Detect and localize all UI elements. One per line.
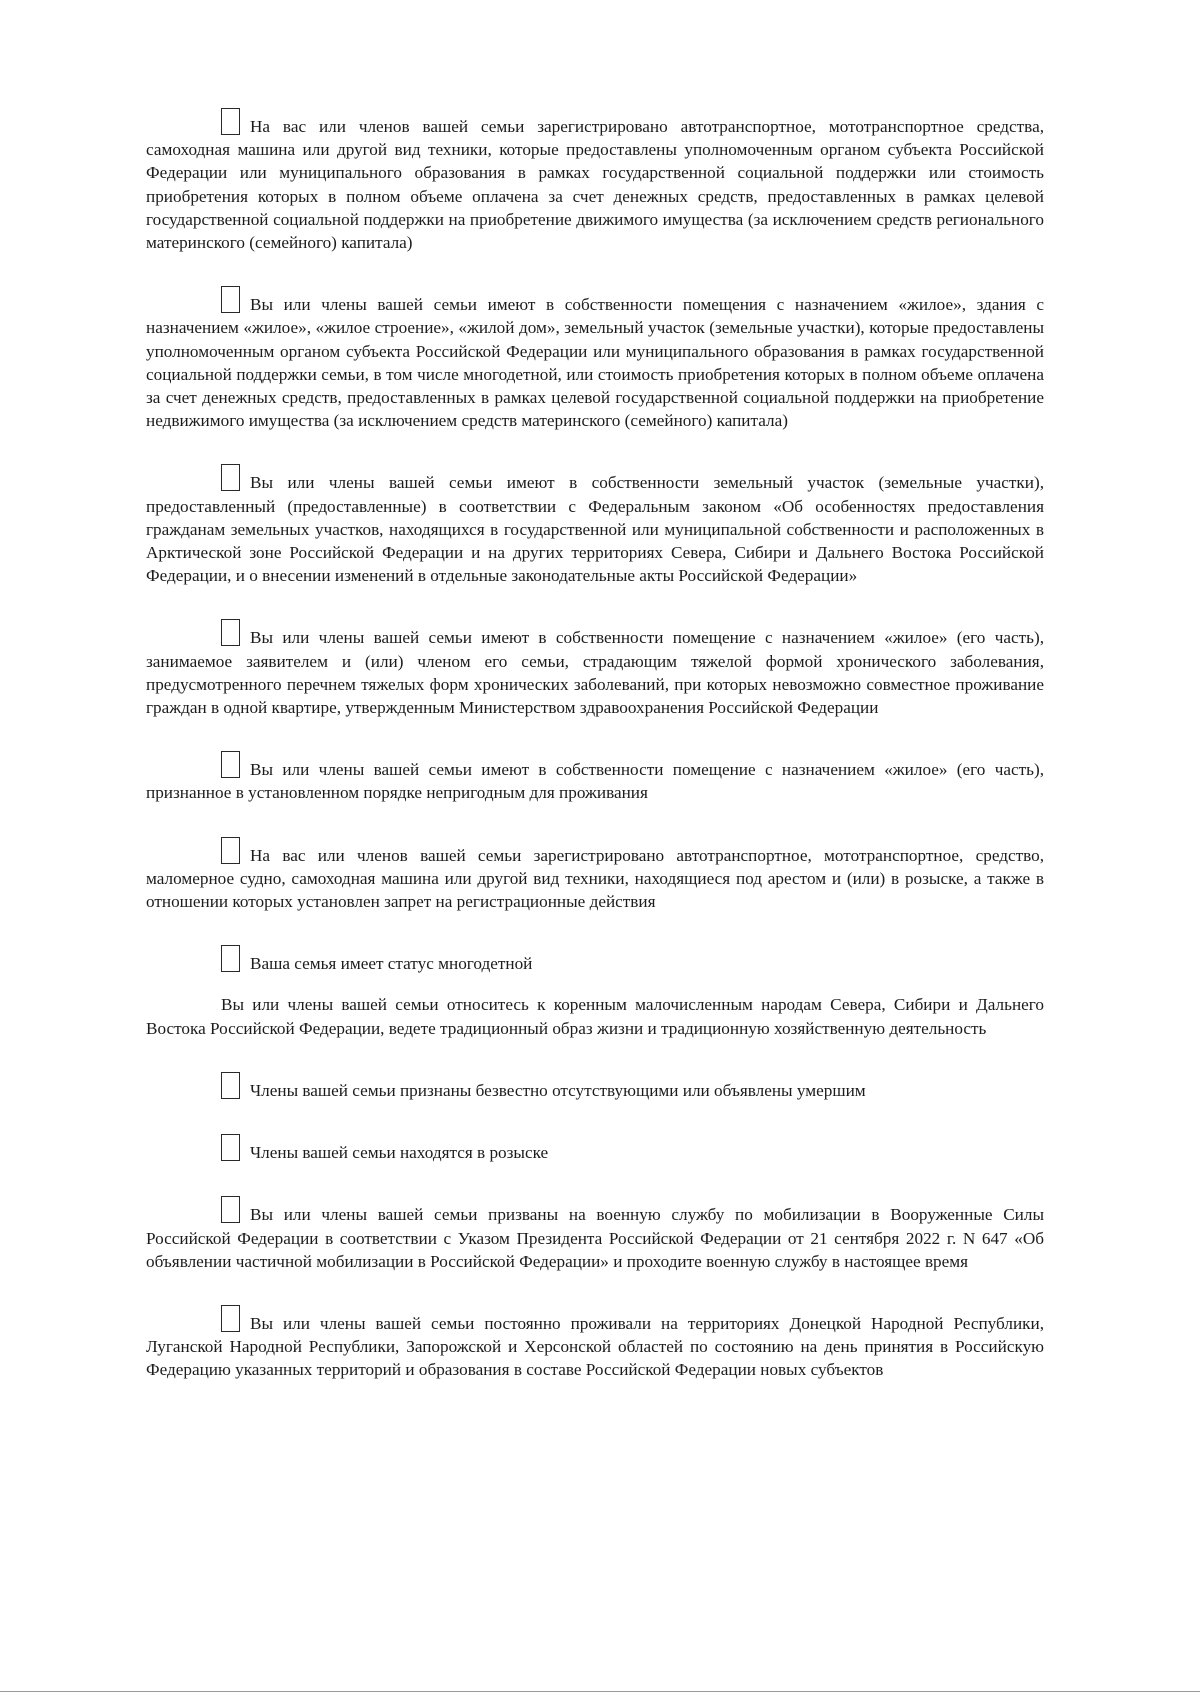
list-item — [146, 619, 1044, 719]
list-item — [146, 464, 1044, 587]
checkbox[interactable] — [221, 1196, 240, 1223]
item-text: Ваша семья имеет статус многодетной — [250, 954, 533, 974]
list-item — [146, 1196, 1044, 1273]
list-item — [146, 945, 1044, 975]
list-item — [146, 751, 1044, 804]
list-item — [146, 993, 1044, 1039]
item-text: Вы или члены вашей семьи постоянно проживали на территориях Донецкой Народной Республики, Луганской Народной Республики, Запорожской и Херсонской областей по состоянию на день принятия в Российскую Федерацию указанных территорий и образования в составе Российской Федерации новых субъектов — [146, 1313, 1044, 1380]
list-item — [146, 108, 1044, 254]
item-text: Вы или члены вашей семьи имеют в собственности земельный участок (земельные участки), предоставленный (предоставленные) в соответствии с Федеральным законом «Об особенностях предоставления гражданам земельных участков, находящихся в государственной или муниципальной собственности и расположенных в Арктической зоне Российской Федерации и на других территориях Севера, Сибири и Дальнего Востока Российской Федерации, и о внесении изменений в отдельные законодательные акты Российской Федерации» — [146, 473, 1044, 586]
page-edge-divider — [0, 1691, 1200, 1692]
list-item — [146, 837, 1044, 914]
checkbox[interactable] — [221, 837, 240, 864]
item-text: Вы или члены вашей семьи имеют в собственности помещение с назначением «жилое» (его часть), занимаемое заявителем и (или) членом его семьи, страдающим тяжелой формой хронического заболевания, предусмотренного перечнем тяжелых форм хронических заболеваний, при которых невозможно совместное проживание граждан в одной квартире, утвержденным Министерством здравоохранения Российской Федерации — [146, 628, 1044, 718]
checkbox[interactable] — [221, 108, 240, 135]
item-text: Вы или члены вашей семьи имеют в собственности помещение с назначением «жилое» (его часть), признанное в установленном порядке непригодным для проживания — [146, 760, 1044, 803]
item-text: Вы или члены вашей семьи относитесь к коренным малочисленным народам Севера, Сибири и Дальнего Востока Российской Федерации, ведете традиционный образ жизни и традиционную хозяйственную деятельность — [146, 995, 1044, 1038]
list-item — [146, 286, 1044, 432]
item-text: Члены вашей семьи признаны безвестно отсутствующими или объявлены умершим — [250, 1080, 866, 1100]
document-page — [146, 108, 1044, 1382]
item-text: На вас или членов вашей семьи зарегистрировано автотранспортное, мототранспортное, средство, маломерное судно, самоходная машина или другой вид техники, находящиеся под арестом и (или) в розыске, а также в отношении которых установлен запрет на регистрационные действия — [146, 845, 1044, 912]
item-text: Вы или члены вашей семьи имеют в собственности помещения с назначением «жилое», здания с назначением «жилое», «жилое строение», «жилой дом», земельный участок (земельные участки), которые предоставлены уполномоченным органом субъекта Российской Федерации или муниципального образования в рамках государственной социальной поддержки семьи, в том числе многодетной, или стоимость приобретения которых в полном объеме оплачена за счет денежных средств, предоставленных в рамках целевой государственной социальной поддержки на приобретение недвижимого имущества (за исключением средств материнского (семейного) капитала) — [146, 295, 1044, 431]
checkbox[interactable] — [221, 751, 240, 778]
checkbox[interactable] — [221, 286, 240, 313]
checkbox[interactable] — [221, 619, 240, 646]
item-text: На вас или членов вашей семьи зарегистрировано автотранспортное, мототранспортное средства, самоходная машина или другой вид техники, которые предоставлены уполномоченным органом субъекта Российской Федерации или муниципального образования в рамках государственной социальной поддержки или стоимость приобретения которых в полном объеме оплачена за счет денежных средств, предоставленных в рамках целевой государственной социальной поддержки на приобретение движимого имущества (за исключением средств регионального материнского (семейного) капитала) — [146, 117, 1044, 253]
checkbox[interactable] — [221, 945, 240, 972]
list-item — [146, 1072, 1044, 1102]
checkbox[interactable] — [221, 1305, 240, 1332]
checkbox[interactable] — [221, 1134, 240, 1161]
checkbox[interactable] — [221, 464, 240, 491]
list-item — [146, 1134, 1044, 1164]
item-text: Вы или члены вашей семьи призваны на военную службу по мобилизации в Вооруженные Силы Российской Федерации в соответствии с Указом Президента Российской Федерации от 21 сентября 2022 г. N 647 «Об объявлении частичной мобилизации в Российской Федерации» и проходите военную службу в настоящее время — [146, 1205, 1044, 1271]
item-text: Члены вашей семьи находятся в розыске — [250, 1143, 549, 1163]
checkbox[interactable] — [221, 1072, 240, 1099]
list-item — [146, 1305, 1044, 1382]
